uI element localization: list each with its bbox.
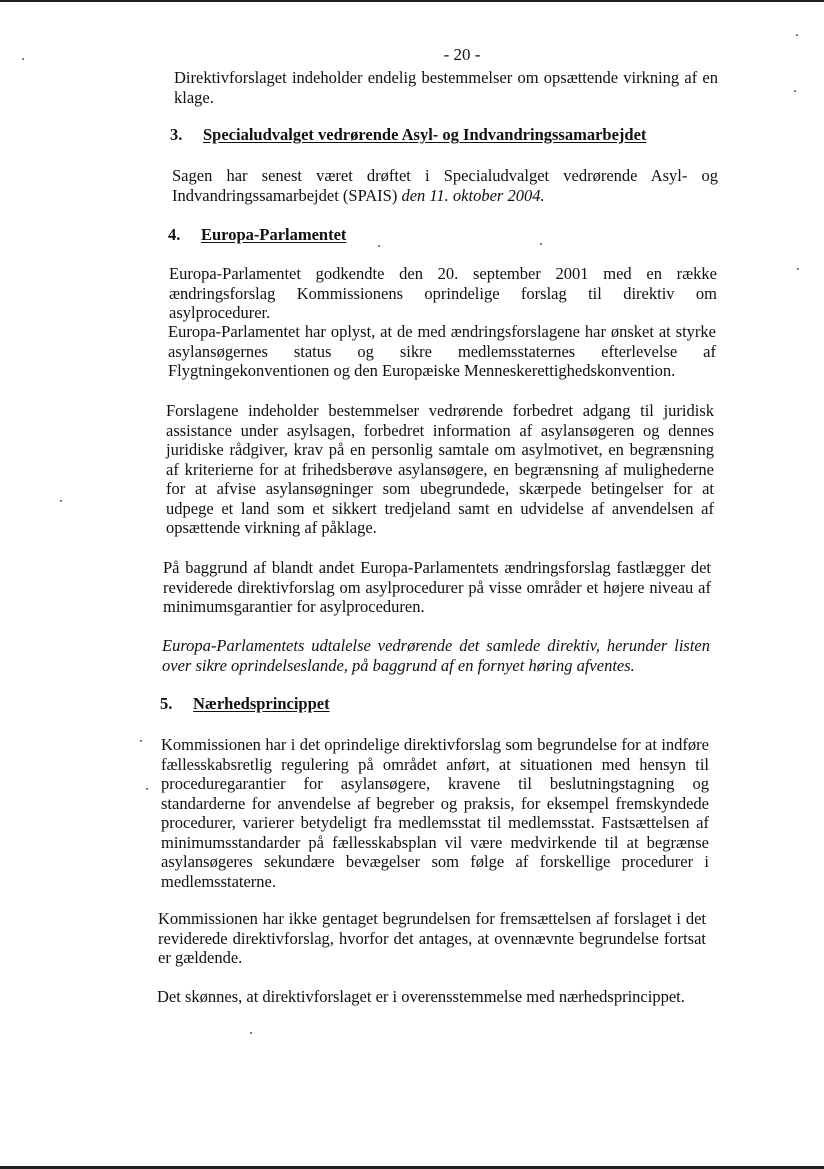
scan-speck <box>540 243 542 245</box>
intro-paragraph: Direktivforslaget indeholder endelig bestemmelser om opsættende virkning af en klage. <box>174 68 718 107</box>
section-5-number: 5. <box>160 694 173 713</box>
scan-speck <box>140 740 142 742</box>
section-5-title: Nærhedsprincippet <box>193 694 330 713</box>
section-5-paragraph-1: Kommissionen har i det oprindelige direktivforslag som begrundelse for at indføre fællesskabsretlig regulering på området anført, at situationen med hensyn til proceduregarantier for asylansøgere, kravene til beslutningstagning og standarderne for anvendelse af begreber og praksis, for eksempel fremskyndede procedurer, varierer betydeligt fra medlemsstat til medlemsstat. Fastsættelsen af minimumsstandarder på fællesskabsplan vil være medvirkende til at begrænse asylansøgeres sekundære bevægelser som følge af forskellige procedurer i medlemsstaterne. <box>161 735 709 891</box>
section-3-paragraph <box>172 166 718 205</box>
section-4-paragraph-1: Europa-Parlamentet godkendte den 20. september 2001 med en række ændringsforslag Kommissionens oprindelige forslag til direktiv om asylprocedurer. <box>169 264 717 322</box>
section-4-paragraph-2: Europa-Parlamentet har oplyst, at de med ændringsforslagene har ønsket at styrke asylansøgernes status og sikre medlemsstaternes efterlevelse af Flygtningekonventionen og den Europæiske Menneskerettighedskonvention. <box>168 322 716 380</box>
section-5-paragraph-3: Det skønnes, at direktivforslaget er i overensstemmelse med nærhedsprincippet. <box>157 987 685 1006</box>
section-3-heading <box>170 125 646 145</box>
section-3-title: Specialudvalget vedrørende Asyl- og Indvandringssamarbejdet <box>203 125 647 144</box>
section-5-paragraph-2: Kommissionen har ikke gentaget begrundelsen for fremsættelsen af forslaget i det reviderede direktivforslag, hvorfor det antages, at ovennævnte begrundelse fortsat er gældende. <box>158 909 706 967</box>
page-top-edge <box>0 0 824 2</box>
scan-speck <box>60 500 62 502</box>
section-4-paragraph-5: Europa-Parlamentets udtalelse vedrørende det samlede direktiv, herunder listen over sikre oprindelseslande, på baggrund af en fornyet høring afventes. <box>162 636 710 675</box>
section-4-paragraph-3: Forslagene indeholder bestemmelser vedrørende forbedret adgang til juridisk assistance under asylsagen, forbedret information af asylansøgeren og dennes juridiske rådgiver, krav på en personlig samtale om asylmotivet, en begrænsning af kriterierne for at frihedsberøve asylansøgere, en begrænsning af mulighederne for at afvise asylansøgninger som ubegrundede, skærpede betingelser for at udpege et land som et sikkert tredjeland samt en udvidelse af anvendelsen af opsættende virkning af påklage. <box>166 401 714 537</box>
section-4-number: 4. <box>168 225 181 244</box>
section-4-title: Europa-Parlamentet <box>201 225 347 244</box>
scan-speck <box>250 1032 252 1034</box>
section-3-number: 3. <box>170 125 183 144</box>
scan-speck <box>22 58 24 60</box>
scan-speck <box>797 268 799 270</box>
scan-speck <box>794 90 796 92</box>
section-4-heading <box>168 225 346 245</box>
section-3-paragraph-text: Sagen har senest været drøftet i Specialudvalget vedrørende Asyl- og Indvandringssamarbejdet (SPAIS) <box>172 166 718 205</box>
section-4-paragraph-4: På baggrund af blandt andet Europa-Parlamentets ændringsforslag fastlægger det reviderede direktivforslag om asylprocedurer på visse områder et højere niveau af minimumsgarantier for asylproceduren. <box>163 558 711 616</box>
section-3-paragraph-date: den 11. oktober 2004. <box>401 185 545 205</box>
scan-speck <box>146 788 148 790</box>
page-number: - 20 - <box>443 45 481 64</box>
section-5-heading <box>160 694 330 714</box>
scan-speck <box>378 245 380 247</box>
scan-speck <box>796 34 798 36</box>
